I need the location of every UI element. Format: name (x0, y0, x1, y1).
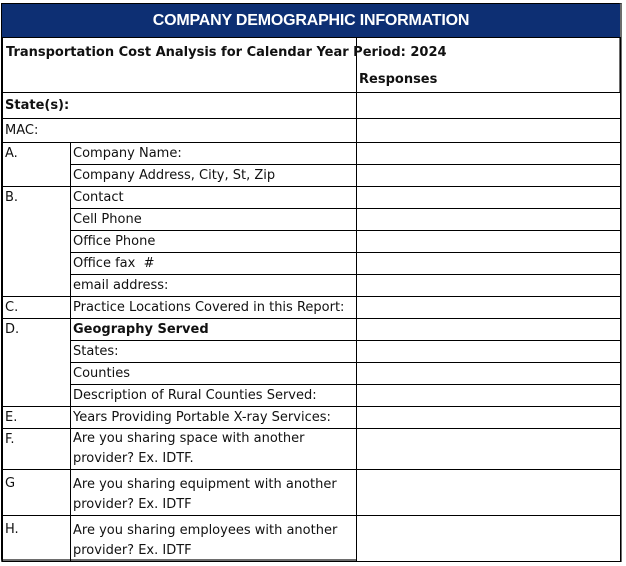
table-row (3, 187, 621, 209)
form-title: Transportation Cost Analysis for Calendar Year Period: 2024 (3, 38, 357, 93)
section-letter-d: D. (3, 319, 71, 407)
email-response[interactable] (357, 275, 621, 297)
section-letter-a: A. (3, 143, 71, 187)
mac-row (3, 119, 621, 143)
email-label: email address: (71, 275, 357, 297)
section-letter-c: C. (3, 297, 71, 319)
table-row (3, 407, 621, 429)
table-row (3, 209, 621, 231)
company-address-label: Company Address, City, St, Zip (71, 165, 357, 187)
sharing-space-label: Are you sharing space with another provider? Ex. IDTF. (71, 429, 357, 470)
sharing-space-response[interactable] (357, 429, 621, 470)
states-row (3, 93, 621, 119)
years-providing-response[interactable] (357, 407, 621, 429)
counties-label: Counties (71, 363, 357, 385)
office-fax-label: Office fax # (71, 253, 357, 275)
states-served-label: States: (71, 341, 357, 363)
sharing-employees-response[interactable] (357, 516, 621, 562)
table-row (3, 231, 621, 253)
years-providing-label: Years Providing Portable X-ray Services: (71, 407, 357, 429)
contact-label: Contact (71, 187, 357, 209)
cell-phone-label: Cell Phone (71, 209, 357, 231)
table-row (3, 516, 621, 562)
section-letter-h: H. (3, 516, 71, 562)
table-row (3, 470, 621, 516)
form-header: COMPANY DEMOGRAPHIC INFORMATION (2, 4, 620, 37)
company-name-response[interactable] (357, 143, 621, 165)
table-row (3, 165, 621, 187)
company-name-label: Company Name: (71, 143, 357, 165)
responses-header: Responses (357, 38, 621, 93)
cell-phone-response[interactable] (357, 209, 621, 231)
sharing-equipment-response[interactable] (357, 470, 621, 516)
table-row (3, 385, 621, 407)
rural-counties-response[interactable] (357, 385, 621, 407)
intro-row (3, 38, 621, 93)
section-letter-f: F. (3, 429, 71, 470)
table-row (3, 319, 621, 341)
states-served-response[interactable] (357, 341, 621, 363)
office-phone-label: Office Phone (71, 231, 357, 253)
geography-heading: Geography Served (71, 319, 357, 341)
rural-counties-label: Description of Rural Counties Served: (71, 385, 357, 407)
demographic-form-table (2, 37, 621, 562)
table-row (3, 275, 621, 297)
contact-response[interactable] (357, 187, 621, 209)
practice-locations-label: Practice Locations Covered in this Report: (71, 297, 357, 319)
mac-label: MAC: (3, 119, 357, 143)
section-letter-g: G (3, 470, 71, 516)
states-label: State(s): (3, 93, 357, 119)
company-address-response[interactable] (357, 165, 621, 187)
table-row (3, 363, 621, 385)
table-row (3, 429, 621, 470)
counties-response[interactable] (357, 363, 621, 385)
office-fax-response[interactable] (357, 253, 621, 275)
table-row (3, 297, 621, 319)
section-letter-b: B. (3, 187, 71, 297)
geography-response (357, 319, 621, 341)
table-row (3, 341, 621, 363)
sharing-employees-label: Are you sharing employees with another provider? Ex. IDTF (71, 516, 357, 562)
table-row (3, 143, 621, 165)
practice-locations-response[interactable] (357, 297, 621, 319)
sharing-equipment-label: Are you sharing equipment with another provider? Ex. IDTF (71, 470, 357, 516)
mac-response[interactable] (357, 119, 621, 143)
states-response[interactable] (357, 93, 621, 119)
table-row (3, 253, 621, 275)
office-phone-response[interactable] (357, 231, 621, 253)
section-letter-e: E. (3, 407, 71, 429)
